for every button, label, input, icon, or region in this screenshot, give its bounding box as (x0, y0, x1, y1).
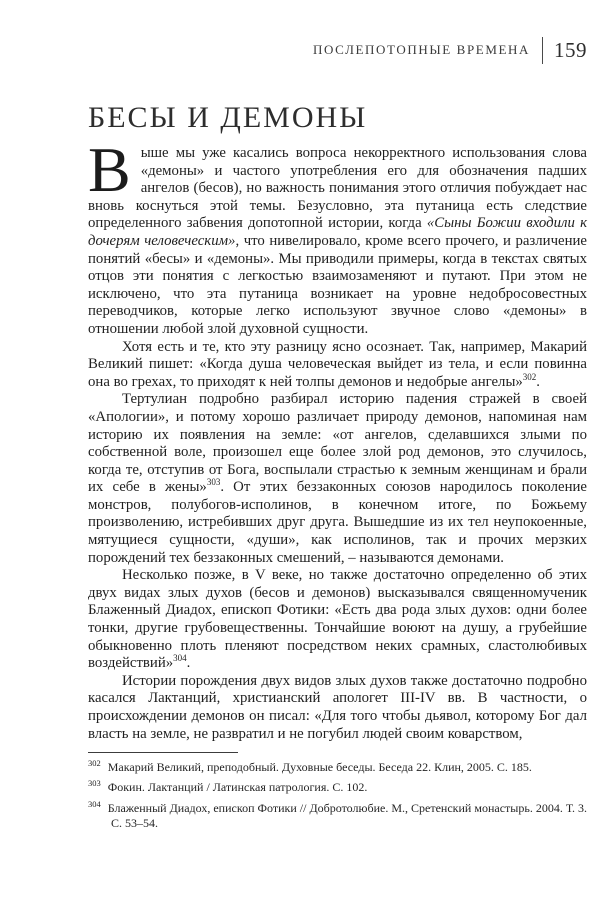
footnote-text: Макарий Великий, преподобный. Духовные беседы. Беседа 22. Клин, 2005. С. 185. (107, 760, 532, 775)
quoted-scripture: «Сыны Божии входили к дочерям человеческим» (88, 215, 587, 249)
paragraph (88, 339, 587, 392)
footnote-text: Блаженный Диадох, епископ Фотики // Добротолюбие. М., Сретенский монастырь. 2004. Т. 3. С. 53–54. (107, 800, 587, 830)
footnotes (88, 760, 587, 831)
running-header (88, 36, 587, 64)
text-run: . (186, 655, 191, 672)
page (88, 36, 587, 831)
footnote-reference: 304 (173, 653, 187, 664)
text-run: , что нивелировало, кроме всего прочего, и различение понятий «бесы» и «демоны». Мы приводили примеры, когда в текстах святых отцов эти понятия с легкостью взаимозаменяют и путают. При этом не исключено, что эта путаница возникает на уровне недобросовестных переводчиков, которые легко используют звучное слово «демоны» в отношении любой злой духовной сущности. (88, 232, 587, 337)
body-text (88, 134, 587, 743)
footnote-reference: 303 (206, 477, 221, 488)
drop-cap: В (88, 134, 131, 205)
footnote-reference: 302 (522, 371, 537, 382)
text-run: Истории порождения двух видов злых духов также достаточно подробно касался Лактанций, христианский апологет III-IV вв. В частности, о происхождении демонов он писал: «Для того чтобы дьявол, которому Бог дал власть на земле, не развратил и не погубил людей своим коварством, (88, 672, 587, 742)
footnote-marker: 304 (88, 798, 101, 809)
paragraph (88, 673, 587, 743)
page-number: 159 (554, 37, 587, 62)
footnote-rule (88, 752, 238, 753)
paragraph (88, 134, 587, 339)
text-run: . (536, 373, 540, 390)
footnote-text: Фокин. Лактанций / Латинская патрология. С. 102. (107, 780, 368, 795)
footnote-marker: 303 (88, 778, 101, 789)
footnote (88, 798, 587, 831)
text-run: Хотя есть и те, кто эту разницу ясно осознает. Так, например, Макарий Великий пишет: «Когда душа человеческая выйдет из тела, и если повинна она во грехах, то приходят к ней толпы демонов и недобрые ангелы» (88, 338, 587, 390)
text-run: . От этих беззаконных союзов народилось поколение монстров, полубогов-исполинов, в конечном итоге, по Божьему произволению, истребивших друг друга. Вышедшие из их тел неупокоенные, мятущиеся сущности, «души», как исполинов, так и прочих мерзких порождений тех беззаконных смешений, – называются демонами. (88, 479, 587, 566)
text-run: Несколько позже, в V веке, но также достаточно определенно об этих двух видах злых духов (бесов и демонов) высказывался священномученик Блаженный Диадох, епископ Фотики: «Есть два рода злых духов: одни более тонки, другие грубовещественны. Тончайшие воюют на душу, а грубейшие обыкновенно плоть пленяют посредством неких срамных, сластолюбивых воздействий» (88, 567, 587, 672)
chapter-title: БЕСЫ И ДЕМОНЫ (88, 101, 368, 134)
running-title: ПОСЛЕПОТОПНЫЕ ВРЕМЕНА (313, 42, 530, 57)
text-run: Тертулиан подробно разбирал историю падения стражей в своей «Апологии», и потому хорошо различает природу демонов, напоминая нам историю их появления на земле: «от ангелов, сделавшихся злыми по собственной воле, произошел еще более злой род демонов, это случилось, когда те, отступив от Бога, воспылали страстью к земным женщинам и брали их себе в жены» (88, 391, 587, 496)
footnote (88, 780, 587, 795)
footnote (88, 760, 587, 775)
paragraph (88, 567, 587, 673)
footnote-marker: 302 (88, 758, 101, 769)
text-run: ыше мы уже касались вопроса некорректного использования слова «демоны» и частого употребления его для обозначения падших ангелов (бесов), но важность понимания этого отличия побуждает нас вновь коснуться этой темы. Безусловно, эта путаница есть следствие определенного забвения допотопной истории, когда (88, 145, 587, 232)
paragraph (88, 391, 587, 567)
